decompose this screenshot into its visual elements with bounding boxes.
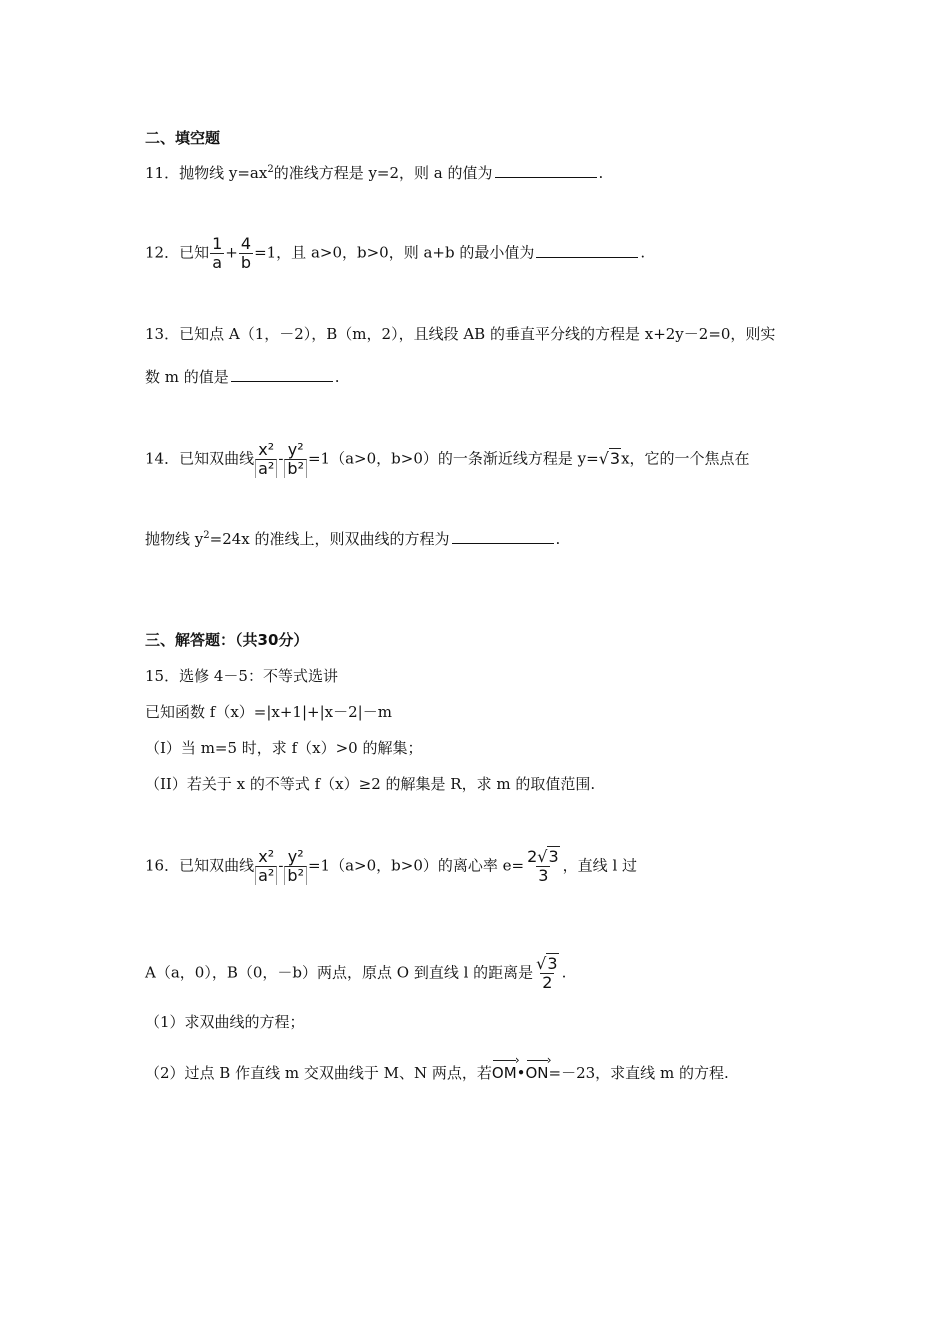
q13-number: 13． (145, 325, 180, 343)
q14-fy-denominator: b² (284, 459, 307, 478)
q16-d-numerator (534, 955, 560, 973)
question-13-line-2 (145, 367, 340, 387)
dot-product: • (516, 1064, 526, 1082)
q16-period: . (561, 963, 567, 982)
question-11 (145, 163, 603, 183)
q16-text-p2b: =－23，求直线 m 的方程. (548, 1064, 729, 1082)
question-14-line-1 (145, 441, 750, 478)
q12-answer-blank[interactable] (536, 243, 638, 258)
q14-sqrt: √3 (598, 448, 621, 468)
q13-text-2: 数 m 的值是 (145, 368, 229, 386)
q14-text-2a: 抛物线 y (145, 530, 204, 548)
q14-text-2b: =24x 的准线上，则双曲线的方程为 (209, 530, 450, 548)
q16-fx-denominator: a² (255, 866, 277, 885)
q16-text-a: 已知双曲线 (179, 856, 255, 875)
vector-on: ON › (526, 1057, 549, 1083)
question-15-title (145, 666, 338, 686)
q16-e-coefficient: 2 (527, 847, 538, 866)
q13-period: . (334, 368, 340, 386)
q14-answer-blank[interactable] (452, 529, 554, 544)
q13-answer-blank[interactable] (231, 367, 333, 382)
q16-fraction-x (255, 848, 277, 885)
q13-text-1: 已知点 A（1，－2），B（m，2），且线段 AB 的垂直平分线的方程是 x+2y－2=0，则实 (179, 325, 776, 343)
q14-fy-numerator: y² (287, 440, 304, 459)
q12-f1-denominator: a (212, 253, 223, 272)
q16-text-b: =1（a>0，b>0）的离心率 e= (307, 856, 525, 875)
q16-fraction-y (284, 848, 307, 885)
q16-text-c: ，直线 l 过 (562, 856, 638, 875)
q12-fraction-1 (210, 235, 224, 272)
q14-fx-numerator: x² (258, 440, 275, 459)
q12-period: . (640, 243, 646, 262)
q16-fy-denominator: b² (284, 866, 307, 885)
vector-om: OM › (492, 1057, 517, 1083)
q16-d-radicand: 3 (547, 954, 558, 973)
q12-text-a: 已知 (179, 243, 210, 262)
q11-text-b: 的准线方程是 y=2，则 a 的值为 (273, 164, 493, 182)
q12-plus: + (225, 243, 238, 262)
q16-e-sqrt: √3 (537, 847, 559, 866)
q16-text-p2a: （2）过点 B 作直线 m 交双曲线于 M、N 两点，若 (145, 1064, 492, 1082)
q15-part-2: （II）若关于 x 的不等式 f（x）≥2 的解集是 R，求 m 的取值范围. (145, 775, 596, 793)
q12-f2-denominator: b (240, 253, 252, 272)
q12-number: 12． (145, 243, 180, 262)
q16-distance-fraction (534, 955, 560, 992)
question-16-part-2 (145, 1057, 729, 1083)
q14-text-b: =1（a>0，b>0）的一条渐近线方程是 y= (307, 449, 599, 468)
q16-eccentricity-fraction (525, 848, 562, 885)
q12-text-b: =1，且 a>0，b>0，则 a+b 的最小值为 (254, 243, 535, 262)
q15-number: 15． (145, 667, 180, 685)
q14-fraction-y (284, 441, 307, 478)
q16-d-sqrt: √3 (536, 954, 558, 973)
q15-given: 已知函数 f（x）=|x+1|+|x－2|－m (145, 703, 392, 721)
question-14-line-2 (145, 529, 560, 549)
q15-title-text: 选修 4－5：不等式选讲 (179, 667, 338, 685)
q16-e-denominator: 3 (538, 866, 549, 885)
q14-text-a: 已知双曲线 (179, 449, 255, 468)
q14-sqrt-radicand: 3 (609, 448, 621, 468)
question-13-line-1 (145, 324, 775, 344)
q12-fraction-2 (239, 235, 253, 272)
q11-period: . (598, 164, 604, 182)
q12-f1-numerator: 1 (212, 234, 223, 253)
q16-fy-numerator: y² (287, 847, 304, 866)
q11-number: 11． (145, 164, 180, 182)
question-16-line-2 (145, 955, 566, 992)
section-fill-blank: 二、填空题 (145, 129, 221, 147)
q14-fx-denominator: a² (255, 459, 277, 478)
q14-text-c: x，它的一个焦点在 (621, 449, 750, 468)
q15-part-1: （I）当 m=5 时，求 f（x）>0 的解集； (145, 739, 423, 757)
q16-fx-numerator: x² (258, 847, 275, 866)
q11-exponent: 2 (267, 164, 274, 175)
q12-f2-numerator: 4 (240, 234, 252, 253)
q11-text-a: 抛物线 y=ax (179, 164, 268, 182)
q16-part-1: （1）求双曲线的方程； (145, 1013, 305, 1031)
q14-minus: - (278, 449, 284, 468)
q16-text-2: A（a，0），B（0，－b）两点，原点 O 到直线 l 的距离是 (145, 963, 534, 982)
question-16-line-1 (145, 848, 637, 885)
q16-e-numerator (525, 848, 562, 866)
q16-d-denominator: 2 (542, 973, 553, 992)
q14-period: . (555, 530, 561, 548)
q14-number: 14． (145, 449, 180, 468)
q16-e-radicand: 3 (548, 847, 559, 866)
q16-number: 16． (145, 856, 180, 875)
section-answer: 三、解答题：（共30分） (145, 631, 309, 649)
q14-fraction-x (255, 441, 277, 478)
q11-answer-blank[interactable] (495, 163, 597, 178)
q16-minus: - (278, 856, 284, 875)
q14-exponent: 2 (203, 530, 210, 541)
question-12 (145, 235, 645, 272)
